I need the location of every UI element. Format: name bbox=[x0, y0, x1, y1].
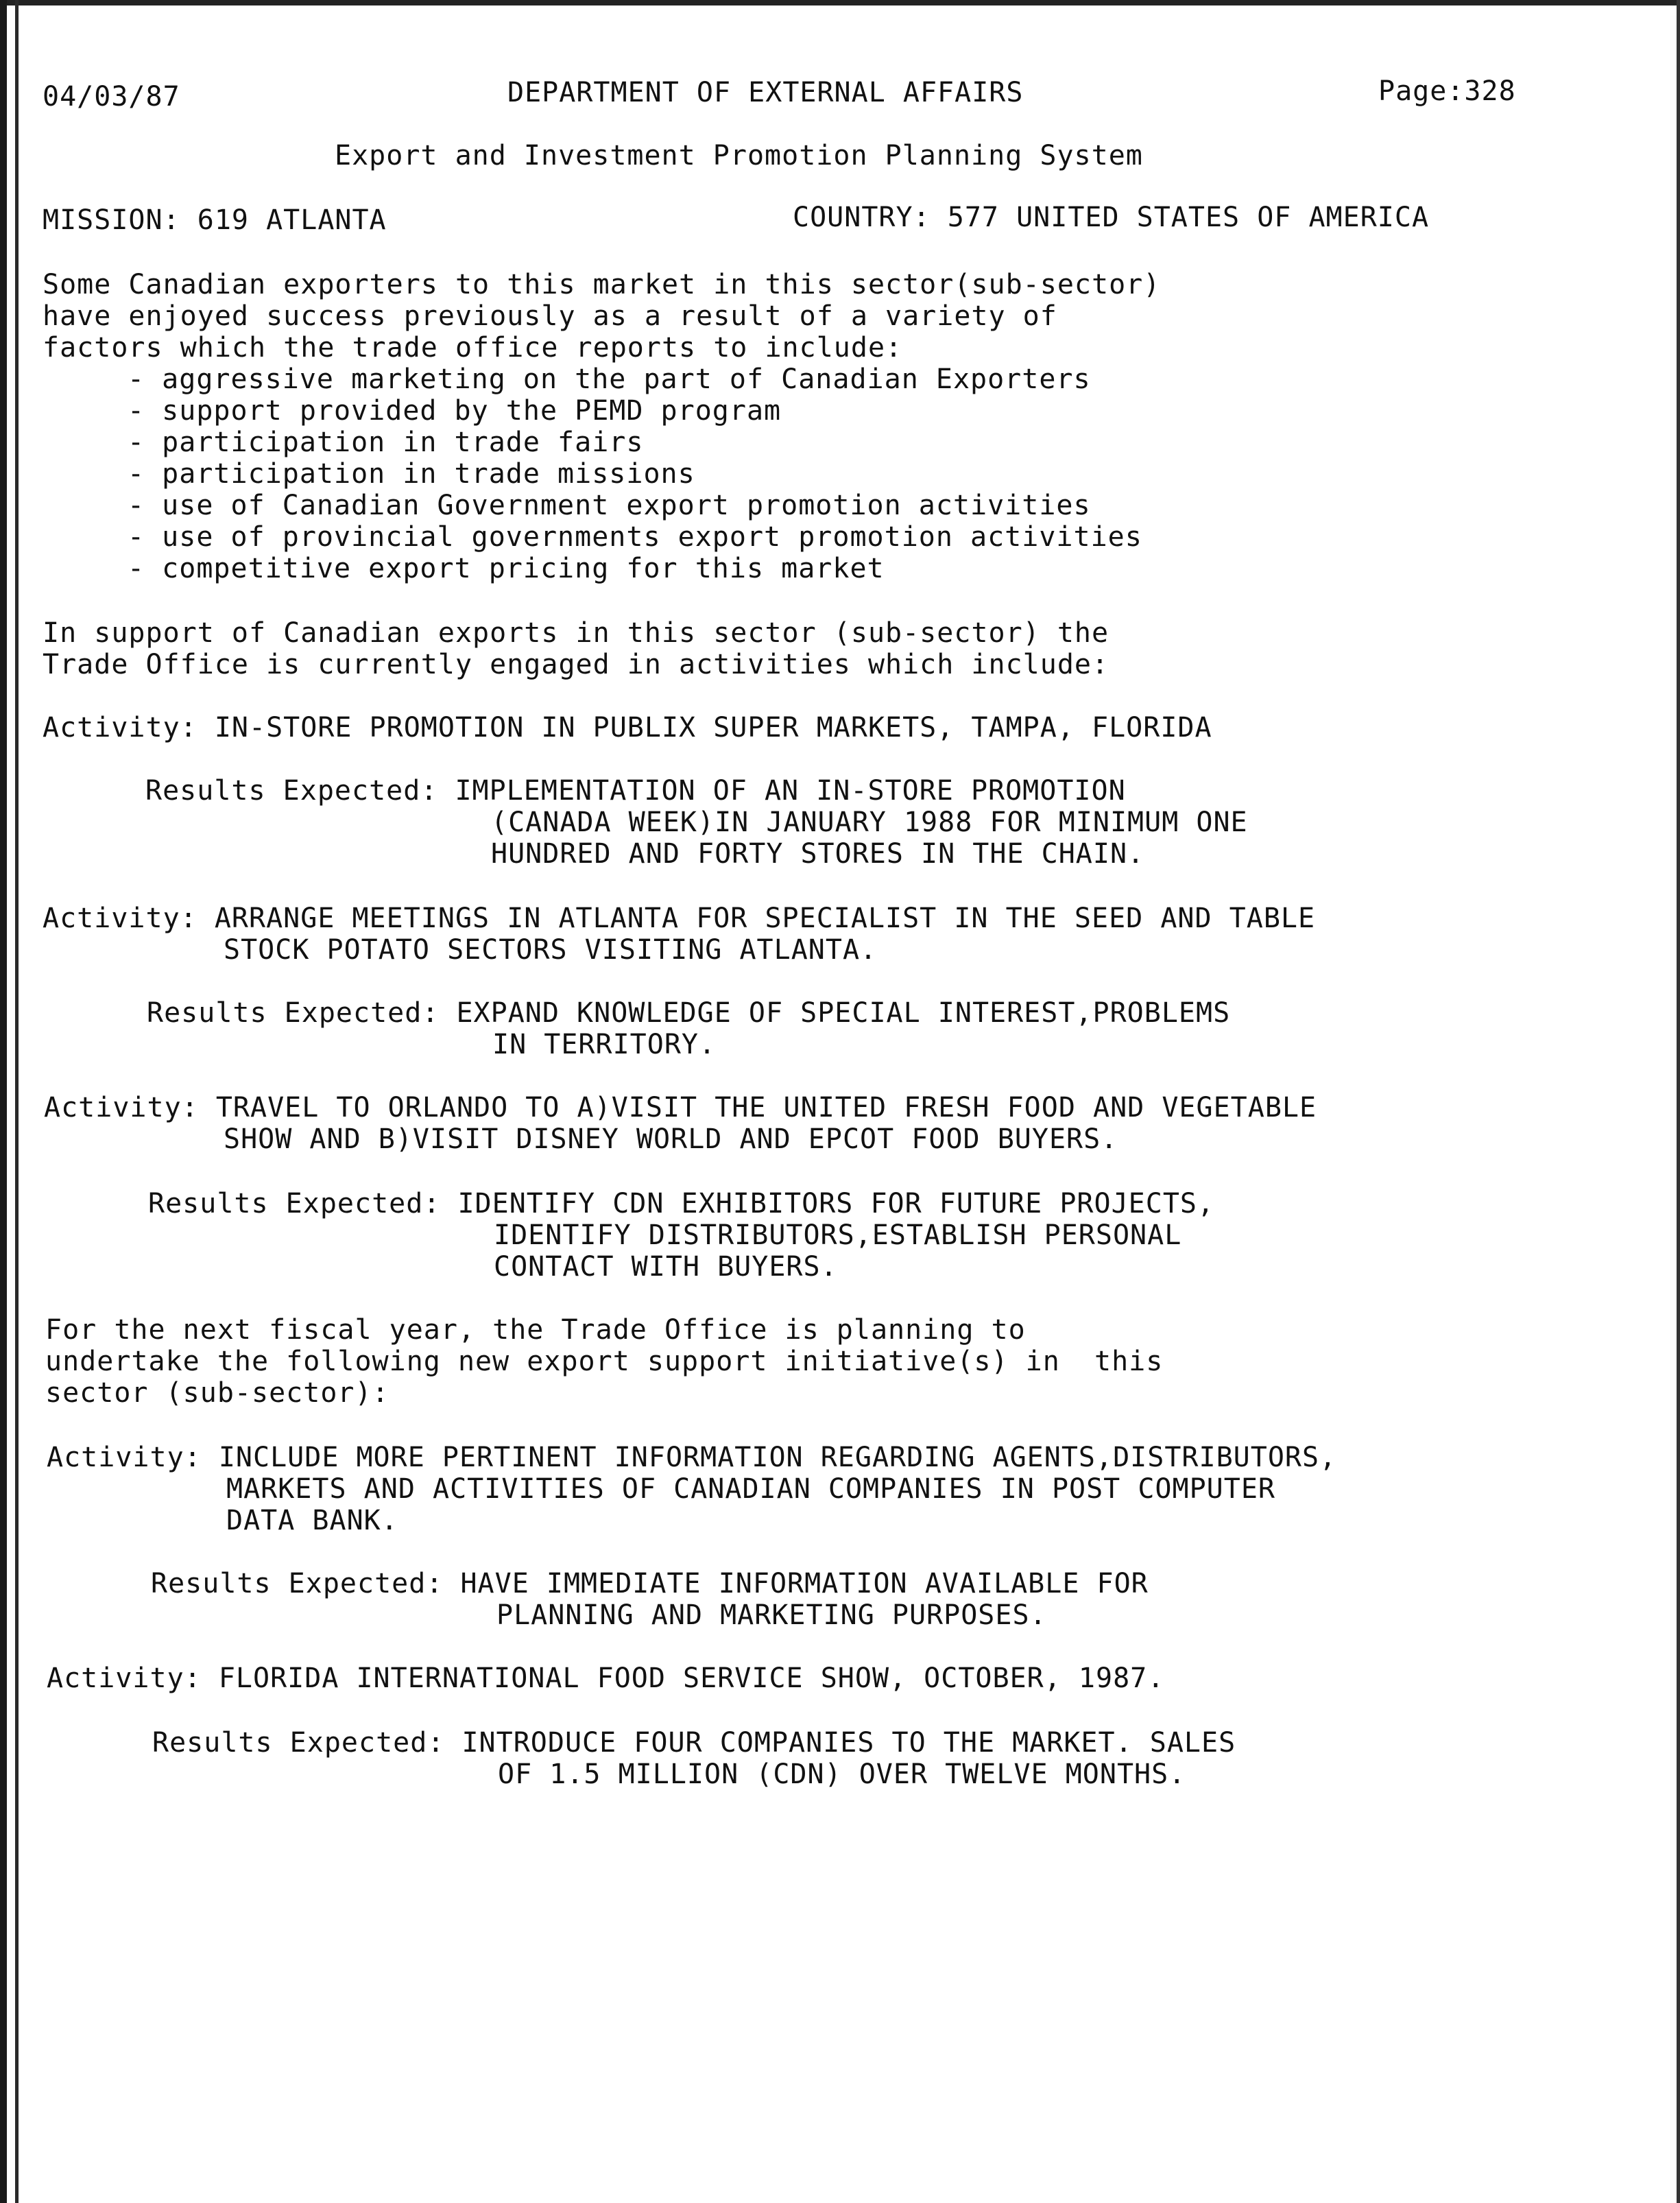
results-line: (CANADA WEEK)IN JANUARY 1988 FOR MINIMUM ONE bbox=[491, 807, 1248, 838]
factor-item: - aggressive marketing on the part of Canadian Exporters bbox=[128, 364, 1091, 395]
mission-label: MISSION: 619 ATLANTA bbox=[43, 204, 387, 236]
results-line: IN TERRITORY. bbox=[492, 1029, 717, 1060]
intro-line: Some Canadian exporters to this market in this sector(sub-sector) bbox=[43, 269, 1161, 300]
next-year-line: sector (sub-sector): bbox=[45, 1377, 389, 1409]
scan-edge-left-inner bbox=[15, 0, 19, 2203]
results-line: Results Expected: INTRODUCE FOUR COMPANIES TO THE MARKET. SALES bbox=[152, 1727, 1236, 1759]
intro-line: factors which the trade office reports to include: bbox=[43, 332, 903, 364]
activity-line: MARKETS AND ACTIVITIES OF CANADIAN COMPANIES IN POST COMPUTER bbox=[226, 1473, 1276, 1505]
factor-item: - use of Canadian Government export promotion activities bbox=[128, 490, 1091, 521]
results-line: PLANNING AND MARKETING PURPOSES. bbox=[496, 1599, 1047, 1631]
factor-item: - participation in trade fairs bbox=[128, 427, 644, 458]
support-line: In support of Canadian exports in this sector (sub-sector) the bbox=[43, 617, 1109, 649]
results-line: IDENTIFY DISTRIBUTORS,ESTABLISH PERSONAL bbox=[494, 1219, 1182, 1251]
activity-line: STOCK POTATO SECTORS VISITING ATLANTA. bbox=[224, 934, 878, 966]
results-line: CONTACT WITH BUYERS. bbox=[494, 1251, 838, 1283]
factor-item: - competitive export pricing for this market bbox=[128, 553, 885, 584]
intro-line: have enjoyed success previously as a result of a variety of bbox=[43, 300, 1057, 332]
scan-edge-left bbox=[0, 0, 7, 2203]
factor-item: - participation in trade missions bbox=[128, 458, 695, 490]
country-label: COUNTRY: 577 UNITED STATES OF AMERICA bbox=[793, 202, 1430, 233]
activity-line: Activity: IN-STORE PROMOTION IN PUBLIX SUPER MARKETS, TAMPA, FLORIDA bbox=[43, 712, 1212, 743]
department-title: DEPARTMENT OF EXTERNAL AFFAIRS bbox=[507, 77, 1024, 108]
results-line: Results Expected: IMPLEMENTATION OF AN IN-STORE PROMOTION bbox=[145, 775, 1126, 807]
report-date: 04/03/87 bbox=[43, 81, 180, 112]
scan-edge-top bbox=[0, 0, 1680, 5]
activity-line: DATA BANK. bbox=[226, 1505, 398, 1536]
activity-line: Activity: TRAVEL TO ORLANDO TO A)VISIT THE UNITED FRESH FOOD AND VEGETABLE bbox=[44, 1092, 1317, 1123]
results-line: Results Expected: HAVE IMMEDIATE INFORMATION AVAILABLE FOR bbox=[151, 1568, 1149, 1599]
support-line: Trade Office is currently engaged in activities which include: bbox=[43, 649, 1109, 680]
results-line: HUNDRED AND FORTY STORES IN THE CHAIN. bbox=[491, 838, 1145, 870]
next-year-line: For the next fiscal year, the Trade Office is planning to bbox=[45, 1314, 1026, 1346]
factor-item: - use of provincial governments export promotion activities bbox=[128, 521, 1142, 553]
next-year-line: undertake the following new export support initiative(s) in this bbox=[45, 1346, 1164, 1377]
page-number: Page:328 bbox=[1378, 75, 1516, 107]
activity-line: Activity: ARRANGE MEETINGS IN ATLANTA FOR SPECIALIST IN THE SEED AND TABLE bbox=[43, 903, 1316, 934]
scan-edge-right bbox=[1677, 0, 1680, 2203]
results-line: Results Expected: IDENTIFY CDN EXHIBITORS FOR FUTURE PROJECTS, bbox=[148, 1188, 1215, 1219]
factor-item: - support provided by the PEMD program bbox=[128, 395, 782, 427]
results-line: Results Expected: EXPAND KNOWLEDGE OF SPECIAL INTEREST,PROBLEMS bbox=[147, 997, 1231, 1029]
activity-line: Activity: FLORIDA INTERNATIONAL FOOD SERVICE SHOW, OCTOBER, 1987. bbox=[47, 1663, 1165, 1694]
activity-line: SHOW AND B)VISIT DISNEY WORLD AND EPCOT FOOD BUYERS. bbox=[224, 1123, 1118, 1155]
system-title: Export and Investment Promotion Planning System bbox=[335, 140, 1143, 171]
activity-line: Activity: INCLUDE MORE PERTINENT INFORMATION REGARDING AGENTS,DISTRIBUTORS, bbox=[47, 1442, 1337, 1473]
results-line: OF 1.5 MILLION (CDN) OVER TWELVE MONTHS. bbox=[498, 1759, 1186, 1790]
